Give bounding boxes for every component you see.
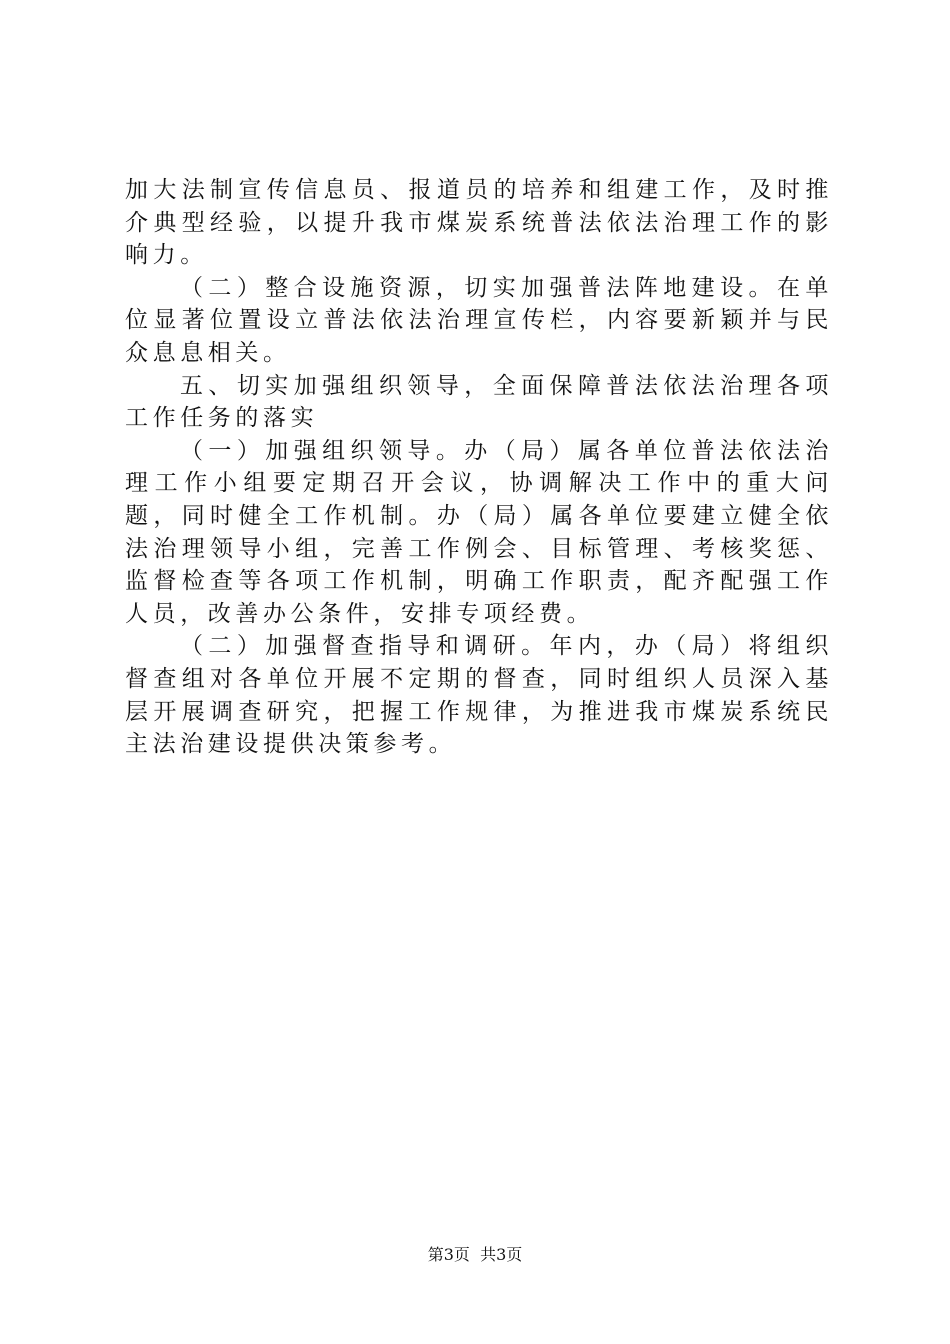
page-number-footer: 第3页 共3页 [427,1245,523,1264]
paragraph-continuation: 加大法制宣传信息员、报道员的培养和组建工作，及时推介典型经验，以提升我市煤炭系统普法依法治理工作的影响力。 [125,177,833,269]
section-heading-five: 五、切实加强组织领导，全面保障普法依法治理各项工作任务的落实 [125,372,833,432]
paragraph-supervision: （二）加强督查指导和调研。年内，办（局）将组织督查组对各单位开展不定期的督查，同时组织人员深入基层开展调查研究，把握工作规律，为推进我市煤炭系统民主法治建设提供决策参考。 [125,633,833,758]
document-body [125,174,833,761]
paragraph-facilities: （二）整合设施资源，切实加强普法阵地建设。在单位显著位置设立普法依法治理宣传栏，内容要新颖并与民众息息相关。 [125,274,833,366]
paragraph-organization: （一）加强组织领导。办（局）属各单位普法依法治理工作小组要定期召开会议，协调解决工作中的重大问题，同时健全工作机制。办（局）属各单位要建立健全依法治理领导小组，完善工作例会、目标管理、考核奖惩、监督检查等各项工作机制，明确工作职责，配齐配强工作人员，改善办公条件，安排专项经费。 [125,437,833,627]
